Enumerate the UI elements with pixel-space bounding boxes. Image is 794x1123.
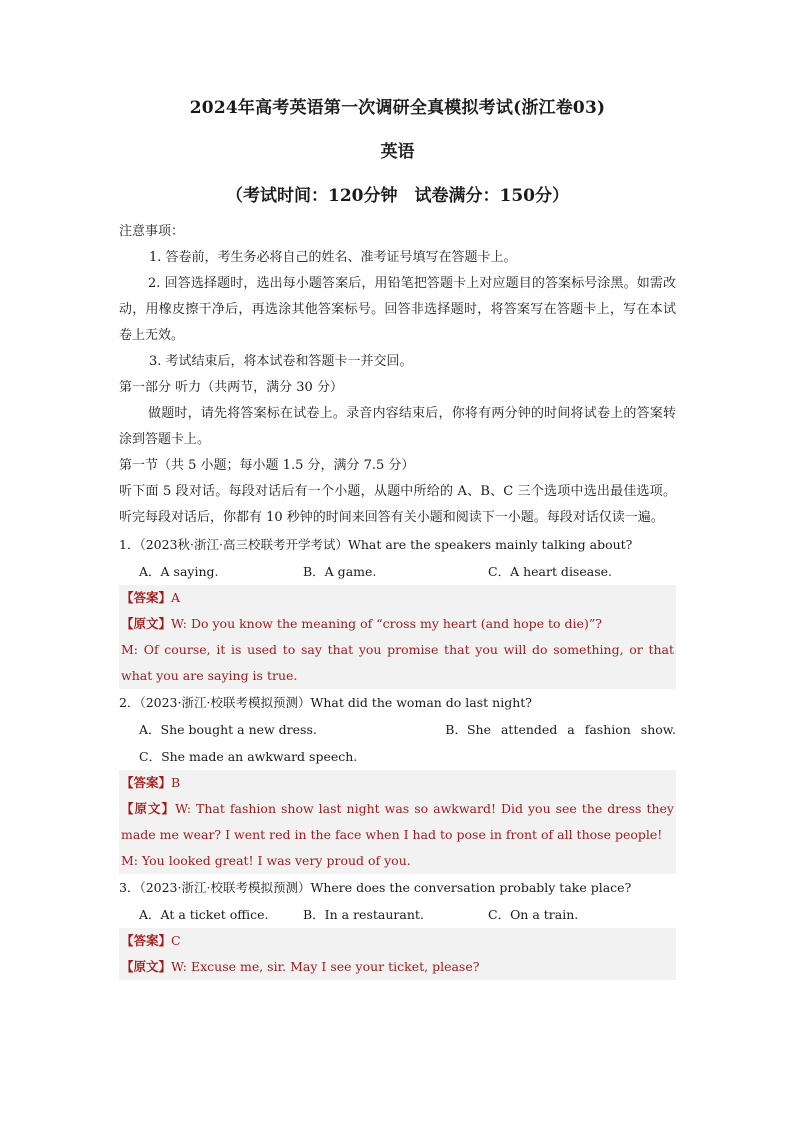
notice-section bbox=[119, 219, 676, 375]
option-a[interactable]: A．A saying. bbox=[139, 564, 219, 579]
option-a[interactable]: A．She bought a new dress. bbox=[139, 722, 317, 737]
question-stem bbox=[119, 689, 676, 716]
page-content bbox=[119, 95, 676, 980]
question-options-row2 bbox=[119, 743, 676, 770]
answer-value: A bbox=[171, 590, 181, 605]
question-stem bbox=[119, 874, 676, 901]
transcript-line: W: Excuse me, sir. May I see your ticket, please? bbox=[171, 959, 480, 974]
option-b[interactable]: B．In a restaurant. bbox=[303, 907, 424, 922]
option-c[interactable]: C．She made an awkward speech. bbox=[139, 749, 358, 764]
answer-value: C bbox=[171, 933, 181, 948]
answer-block bbox=[119, 770, 676, 874]
part1-instruction: 做题时，请先将答案标在试卷上。录音内容结束后，你将有两分钟的时间将试卷上的答案转涂到答题卡上。 bbox=[119, 406, 676, 447]
section1-instruction: 听下面 5 段对话。每段对话后有一个小题，从题中所给的 A、B、C 三个选项中选出最佳选项。听完每段对话后，你都有 10 秒钟的时间来回答有关小题和阅读下一小题。每段对话仅读一遍。 bbox=[119, 484, 676, 525]
answer-block bbox=[119, 585, 676, 689]
exam-subject: 英语 bbox=[380, 142, 415, 162]
question-source: （2023·浙江·校联考模拟预测） bbox=[139, 695, 311, 710]
notice-heading: 注意事项： bbox=[119, 224, 185, 239]
transcript-tag: 【原文】 bbox=[121, 616, 172, 631]
notice-item-3: 3. 考试结束后，将本试卷和答题卡一并交回。 bbox=[149, 354, 413, 369]
exam-time-info: （考试时间：120分钟 试卷满分：150分） bbox=[226, 186, 569, 206]
notice-item-1: 1. 答卷前，考生务必将自己的姓名、准考证号填写在答题卡上。 bbox=[149, 250, 517, 265]
question-1 bbox=[119, 531, 676, 689]
question-options bbox=[119, 901, 676, 928]
question-3 bbox=[119, 874, 676, 980]
transcript-line: M: You looked great! I was very proud of you. bbox=[121, 853, 411, 868]
answer-tag: 【答案】 bbox=[121, 933, 172, 948]
transcript-tag: 【原文】 bbox=[121, 959, 172, 974]
question-number: 1． bbox=[119, 537, 140, 552]
transcript-line: W: Do you know the meaning of “cross my heart (and hope to die)”? bbox=[171, 616, 602, 631]
question-text: What did the woman do last night? bbox=[310, 695, 532, 710]
option-b[interactable]: B．She attended a fashion show. bbox=[445, 722, 676, 737]
answer-tag: 【答案】 bbox=[121, 590, 172, 605]
question-text: What are the speakers mainly talking about? bbox=[347, 537, 633, 552]
question-number: 3． bbox=[119, 880, 140, 895]
option-a[interactable]: A．At a ticket office. bbox=[139, 907, 269, 922]
answer-block bbox=[119, 928, 676, 980]
option-c[interactable]: C．A heart disease. bbox=[488, 564, 612, 579]
part1-heading: 第一部分 听力（共两节，满分 30 分） bbox=[119, 380, 343, 395]
transcript-line: W: That fashion show last night was so awkward! Did you see the dress they made me wear? I went red in the face when I had to pose in front of all those people! bbox=[121, 801, 674, 842]
question-source: （2023·浙江·校联考模拟预测） bbox=[139, 880, 311, 895]
part1-section bbox=[119, 375, 676, 531]
answer-tag: 【答案】 bbox=[121, 775, 172, 790]
question-2 bbox=[119, 689, 676, 874]
exam-title: 2024年高考英语第一次调研全真模拟考试(浙江卷03) bbox=[189, 98, 606, 118]
question-options bbox=[119, 716, 676, 743]
question-options bbox=[119, 558, 676, 585]
option-b[interactable]: B．A game. bbox=[303, 564, 377, 579]
question-source: （2023秋·浙江·高三校联考开学考试） bbox=[139, 537, 348, 552]
question-number: 2． bbox=[119, 695, 140, 710]
option-c[interactable]: C．On a train. bbox=[488, 907, 579, 922]
section1-heading: 第一节（共 5 小题；每小题 1.5 分，满分 7.5 分） bbox=[119, 458, 415, 473]
transcript-line: M: Of course, it is used to say that you promise that you will do something, or that what you are saying is true. bbox=[121, 642, 674, 683]
notice-item-2: 2. 回答选择题时，选出每小题答案后，用铅笔把答题卡上对应题目的答案标号涂黑。如需改动，用橡皮擦干净后，再选涂其他答案标号。回答非选择题时，将答案写在答题卡上，写在本试卷上无效。 bbox=[119, 276, 676, 343]
answer-value: B bbox=[171, 775, 181, 790]
question-stem bbox=[119, 531, 676, 558]
question-text: Where does the conversation probably take place? bbox=[310, 880, 632, 895]
transcript-tag: 【原文】 bbox=[121, 801, 176, 816]
